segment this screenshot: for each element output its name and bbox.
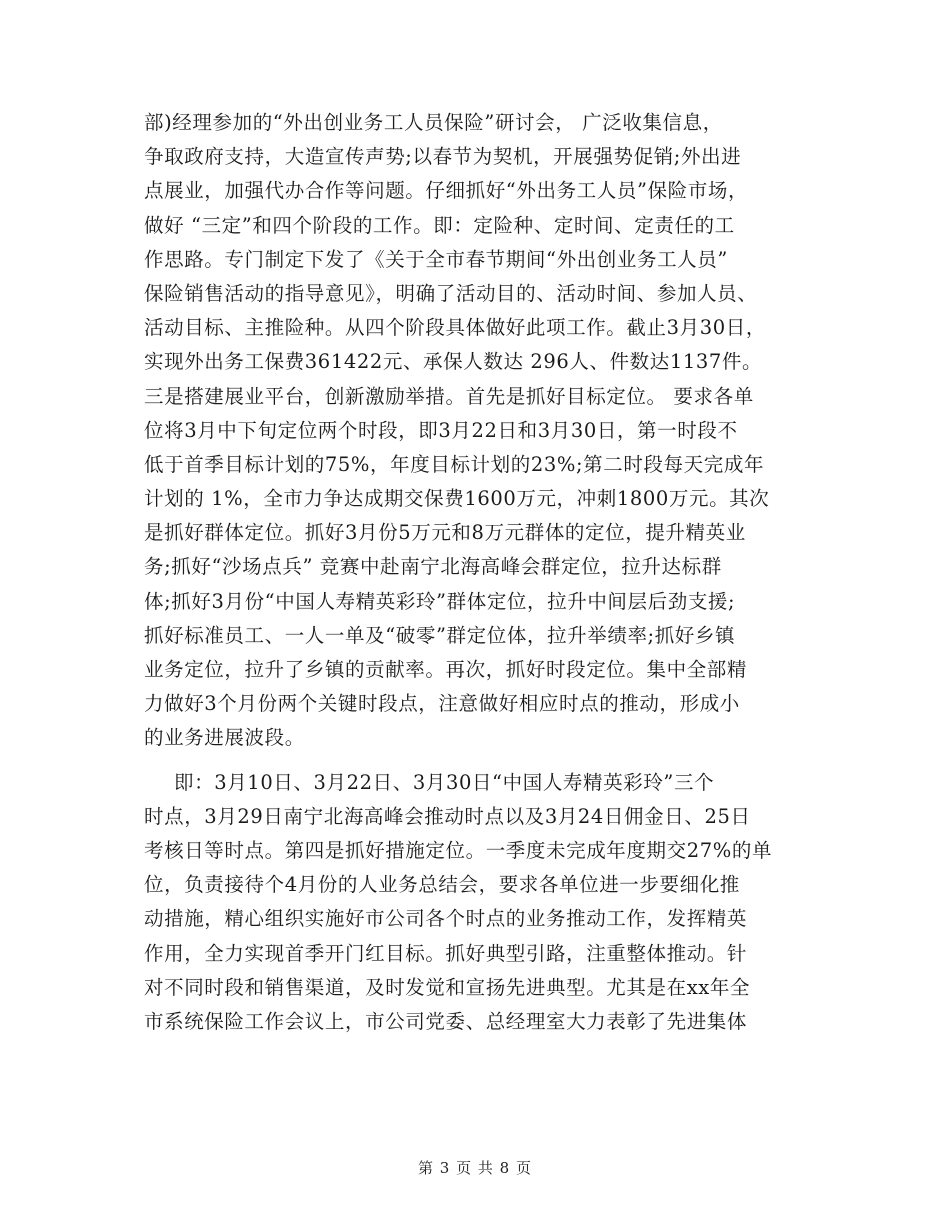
text-line: 作思路。专门制定下发了《关于全市春节期间“外出创业务工人员” [144, 247, 728, 271]
text-line: 市系统保险工作会议上，市公司党委、总经理室大力表彰了先进集体 [144, 1009, 748, 1033]
text-line: 部)经理参加的“外出创业务工人员保险”研讨会， 广泛收集信息， [144, 111, 723, 134]
text-line: 力做好3个月份两个关键时段点，注意做好相应时点的推动，形成小 [144, 692, 740, 716]
text-line: 抓好标准员工、一人一单及“破零”群定位体，拉升举绩率;抓好乡镇 [144, 623, 736, 647]
text-line: 务;抓好“沙场点兵” 竞赛中赴南宁北海高峰会群定位，拉升达标群 [144, 555, 722, 579]
text-line: 计划的 1%，全市力争达成期交保费1600万元，冲刺1800万元。其次 [144, 487, 770, 511]
text-line: 活动目标、主推险种。从四个阶段具体做好此项工作。截止3月30日， [144, 316, 766, 340]
text-line: 做好 “三定”和四个阶段的工作。即：定险种、定时间、定责任的工 [144, 213, 735, 237]
text-line: 位，负责接待个4月份的人业务总结会，要求各单位进一步要细化推 [144, 873, 740, 897]
text-line: 时点，3月29日南宁北海高峰会推动时点以及3月24日佣金日、25日 [144, 804, 751, 828]
text-line: 实现外出务工保费361422元、承保人数达 296人、件数达1137件。 [144, 350, 763, 374]
text-line: 点展业，加强代办合作等问题。仔细抓好“外出务工人员”保险市场， [144, 179, 749, 203]
text-line: 对不同时段和销售渠道，及时发觉和宣扬先进典型。尤其是在xx年全 [144, 975, 751, 999]
text-line: 位将3月中下旬定位两个时段，即3月22日和3月30日，第一时段不 [144, 418, 738, 442]
text-line: 动措施，精心组织实施好市公司各个时点的业务推动工作，发挥精英 [144, 907, 748, 931]
text-line: 业务定位，拉升了乡镇的贡献率。再次，抓好时段定位。集中全部精 [144, 658, 748, 681]
page-number-footer: 第 3 页 共 8 页 [418, 1159, 532, 1177]
paragraph-1 [144, 106, 814, 756]
paragraph-2 [144, 766, 814, 1040]
text-line: 低于首季目标计划的75%，年度目标计划的23%;第二时段每天完成年 [144, 452, 765, 476]
text-line: 保险销售活动的指导意见》，明确了活动目的、活动时间、参加人员、 [144, 281, 758, 305]
text-line: 作用，全力实现首季开门红目标。抓好典型引路，注重整体推动。针 [144, 941, 748, 965]
body-text [144, 106, 814, 1039]
text-line: 的业务进展波段。 [144, 726, 305, 750]
text-line: 体;抓好3月份“中国人寿精英彩玲”群体定位，拉升中间层后劲支援; [144, 589, 736, 613]
text-line: 考核日等时点。第四是抓好措施定位。一季度未完成年度期交27%的单 [144, 838, 773, 862]
text-line: 争取政府支持，大造宣传声势;以春节为契机，开展强势促销;外出进 [144, 145, 742, 169]
paragraph-gap [144, 756, 814, 766]
text-line: 即：3月10日、3月22日、3月30日“中国人寿精英彩玲”三个 [174, 770, 715, 794]
text-line: 是抓好群体定位。抓好3月份5万元和8万元群体的定位，提升精英业 [144, 521, 746, 545]
text-line: 三是搭建展业平台，创新激励举措。首先是抓好目标定位。 要求各单 [144, 384, 754, 408]
